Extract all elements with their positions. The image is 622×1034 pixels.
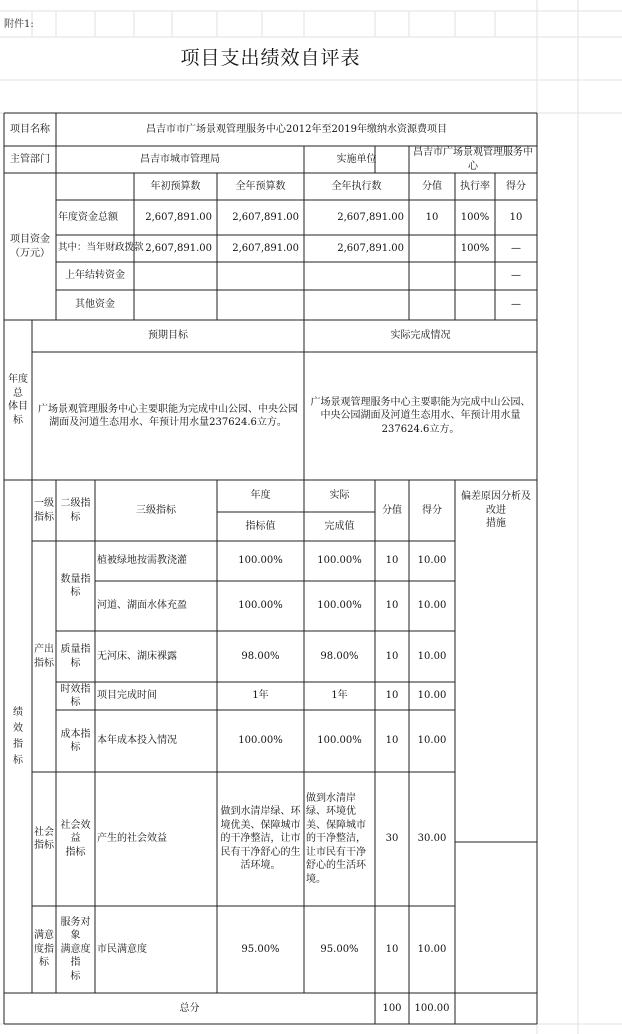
perf-row-score: 10.00 [417,555,447,567]
perf-row-actual: 做到水清岸绿、环境优美、保障城市的干净整洁，让市民有干净舒心的生活环境。 [306,792,366,885]
perf-row-l3: 无河床、湖床裸露 [97,650,177,662]
perf-row-value: 10 [385,555,399,567]
satisfaction-indicator-label: 满意 度指 标 [34,930,54,969]
perf-row-score: 10.00 [417,650,447,662]
funds-row-label: 其他资金 [75,299,115,311]
perf-header-analysis: 偏差原因分析及改进 措施 [461,491,531,530]
project-name-label: 项目名称 [10,123,50,135]
perf-row-value: 10 [385,650,399,662]
perf-row-l3: 河道、湖面水体充盈 [97,600,187,612]
funds-header: 分值 [422,180,442,192]
perf-row-l2: 时效指标 [60,683,91,708]
perf-row-score: 10.00 [417,943,447,955]
perf-header-actual: 实际 [329,490,350,502]
funds-row-label: 上年结转资金 [65,270,125,282]
perf-row-target: 100.00% [238,600,283,612]
funds-cell: 2,607,891.00 [232,211,299,223]
actual-goal-text: 广场景观管理服务中心主要职能为完成中山公园、中央公园湖面及河道生态用水、年预计用水量237624.6立方。 [310,396,531,435]
perf-row-score: 30.00 [417,833,447,845]
perf-header-score-value: 分值 [382,504,402,516]
funds-cell: — [511,270,521,282]
perf-header-l1: 一级 指标 [34,498,54,523]
perf-row-l2: 成本指标 [60,728,91,753]
actual-goal-header: 实际完成情况 [390,330,451,342]
social-indicator-label: 社会 指标 [34,826,54,851]
impl-value: 昌吉市广场景观管理服务中心 [413,147,533,172]
perf-row-l3: 市民满意度 [97,943,147,955]
perf-header-year: 年度 [250,490,271,502]
perf-row-l3: 产生的社会效益 [97,833,167,845]
perf-row-target: 做到水清岸绿、环境优美、保障城市的干净整洁，让市民有干净舒心的生活环境。 [220,806,301,872]
project-name-value: 昌吉市市广场景观管理服务中心2012年至2019年缴纳水资源费项目 [146,123,447,135]
perf-row-target: 100.00% [238,735,283,747]
perf-row-actual: 98.00% [320,650,359,662]
expected-goal-text: 广场景观管理服务中心主要职能为完成中山公园、中央公园湖面及河道生态用水、年预计用水量237624.6立方。 [38,403,298,428]
perf-header-score: 得分 [422,504,442,516]
funds-cell: 2,607,891.00 [232,242,299,254]
perf-header-l3: 三级指标 [136,504,176,516]
perf-row-l2: 质量指标 [60,644,91,669]
perf-row-target: 100.00% [238,555,283,567]
perf-row-actual: 1年 [331,690,348,702]
funds-cell: 10 [509,211,523,223]
quantity-indicator-label: 数量指标 [60,573,91,598]
perf-row-value: 10 [385,690,399,702]
funds-row-label: 年度资金总额 [58,211,118,223]
dept-label: 主管部门 [10,153,50,165]
perf-row-target: 98.00% [241,650,280,662]
expected-goal-header: 预期目标 [148,330,188,342]
attachment-label: 附件1: [4,18,34,30]
perf-row-value: 10 [385,943,399,955]
funds-cell: 100% [460,211,490,223]
perf-row-score: 10.00 [417,735,447,747]
funds-cell: 100% [460,242,490,254]
dept-value: 昌吉市城市管理局 [140,153,220,165]
funds-cell: 10 [425,211,439,223]
perf-row-score: 10.00 [417,600,447,612]
perf-row-actual: 100.00% [317,735,362,747]
funds-cell: 2,607,891.00 [145,211,212,223]
perf-row-score: 10.00 [417,690,447,702]
page-title: 项目支出绩效自评表 [180,46,361,69]
funds-section-label: 项目资金 （万元） [10,234,50,259]
total-label: 总分 [179,1002,200,1014]
perf-section-label: 绩 效 指 标 [13,706,23,766]
funds-cell: 2,607,891.00 [145,242,212,254]
perf-row-l3: 本年成本投入情况 [97,735,177,747]
social-benefit-label: 社会效益 指标 [60,819,91,858]
funds-header: 全年预算数 [235,180,286,192]
satisfaction-subindicator-label: 服务对象 满意度指 标 [60,916,91,982]
output-indicator-label: 产出 指标 [34,644,54,669]
total-score: 100.00 [414,1002,450,1014]
funds-row-label: 其中：当年财政拨款 [58,242,144,254]
funds-header: 年初预算数 [150,180,201,192]
funds-header: 执行率 [460,180,490,192]
total-value: 100 [382,1002,402,1014]
funds-cell: — [511,299,521,311]
impl-label: 实施单位 [336,153,377,165]
perf-header-l2: 二级指标 [60,498,91,523]
perf-header-year-sub: 指标值 [245,520,276,532]
funds-header: 得分 [506,180,526,192]
perf-row-actual: 100.00% [317,600,362,612]
perf-row-value: 10 [385,735,399,747]
perf-row-actual: 100.00% [317,555,362,567]
funds-header: 全年执行数 [331,180,382,192]
perf-row-value: 10 [385,600,399,612]
perf-row-value: 30 [385,833,399,845]
goals-section-label: 年度总 体目标 [8,374,28,426]
funds-cell: 2,607,891.00 [337,211,404,223]
perf-row-l3: 植被绿地按需教浇灌 [97,555,187,567]
perf-row-target: 1年 [252,690,269,702]
funds-cell: 2,607,891.00 [337,242,404,254]
funds-cell: — [511,242,521,254]
perf-row-target: 95.00% [241,943,280,955]
perf-row-actual: 95.00% [320,943,359,955]
perf-row-l3: 项目完成时间 [97,690,157,702]
perf-header-actual-sub: 完成值 [324,520,355,532]
